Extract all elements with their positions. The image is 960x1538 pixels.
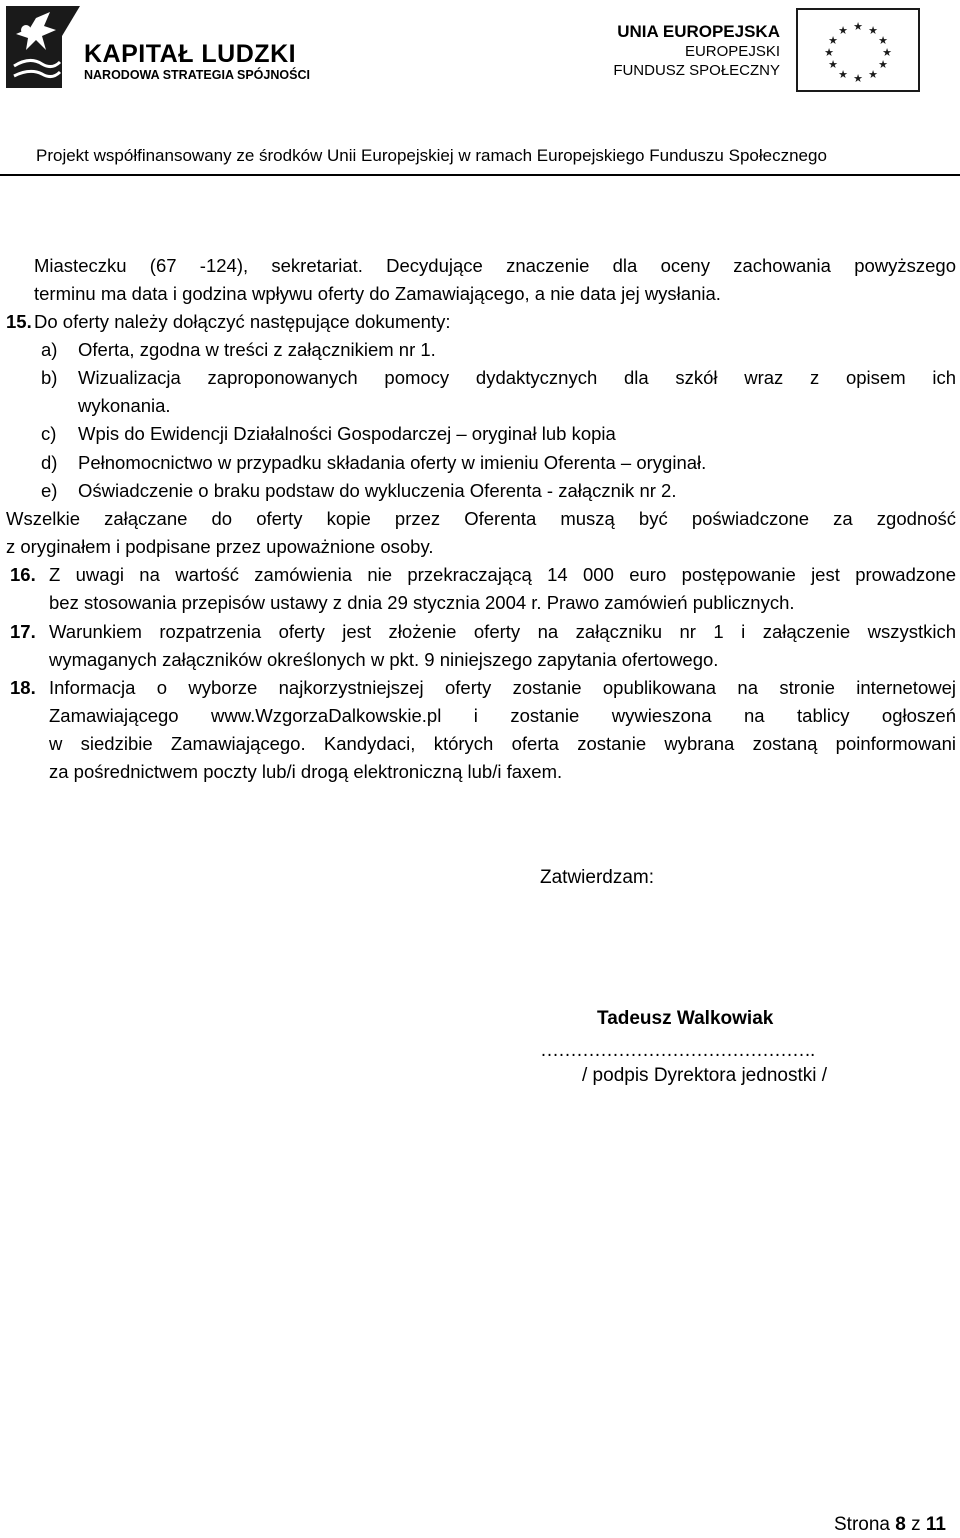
page-separator: z <box>911 1514 921 1535</box>
list-item-b-line1: Wizualizacja zaproponowanych pomocy dydaktycznych dla szkół wraz z opisem ich <box>78 367 956 388</box>
section-16-line1: Z uwagi na wartość zamówienia nie przekraczającą 14 000 euro postępowanie jest prowadzone <box>49 564 956 585</box>
list-marker-d: d) <box>41 452 58 473</box>
paragraph-line: Miasteczku (67 -124), sekretariat. Decydujące znaczenie dla oceny zachowania powyższego <box>34 255 956 276</box>
kapital-ludzki-subtitle: NARODOWA STRATEGIA SPÓJNOŚCI <box>84 68 310 82</box>
svg-text:★: ★ <box>853 72 863 85</box>
list-item-b-line2: wykonania. <box>78 395 171 416</box>
project-cofinancing-line: Projekt współfinansowany ze środków Unii Europejskiej w ramach Europejskiego Funduszu Społecznego <box>36 146 827 165</box>
section-number-16: 16. <box>10 564 36 585</box>
section-15-text: Do oferty należy dołączyć następujące dokumenty: <box>34 311 451 332</box>
page-number <box>834 1514 946 1536</box>
section-18-line4: za pośrednictwem poczty lub/i drogą elektroniczną lub/i faxem. <box>49 761 563 782</box>
svg-text:★: ★ <box>828 58 838 71</box>
list-item-c: Wpis do Ewidencji Działalności Gospodarczej – oryginał lub kopia <box>78 423 616 444</box>
svg-text:★: ★ <box>824 46 834 59</box>
eu-label <box>612 22 780 80</box>
list-marker-e: e) <box>41 480 58 501</box>
section-number-18: 18. <box>10 677 36 698</box>
svg-text:★: ★ <box>868 68 878 81</box>
svg-text:★: ★ <box>838 68 848 81</box>
section-number-15: 15. <box>6 311 32 332</box>
svg-text:★: ★ <box>838 24 848 37</box>
kapital-ludzki-title: KAPITAŁ LUDZKI <box>84 40 297 68</box>
approval-label: Zatwierdzam: <box>540 867 655 888</box>
list-marker-c: c) <box>41 423 57 444</box>
section-18-line2: Zamawiającego www.WzgorzaDalkowskie.pl i zostanie wywieszona na tablicy ogłoszeń <box>49 705 956 726</box>
section-18-line3: w siedzibie Zamawiającego. Kandydaci, których oferta zostanie wybrana zostaną poinformowani <box>49 733 956 754</box>
section-number-17: 17. <box>10 621 36 642</box>
list-item-a: Oferta, zgodna w treści z załącznikiem nr 1. <box>78 339 436 360</box>
page-current: 8 <box>895 1514 906 1535</box>
list-item-e: Oświadczenie o braku podstaw do wykluczenia Oferenta - załącznik nr 2. <box>78 480 677 501</box>
svg-text:★: ★ <box>878 34 888 47</box>
kapital-ludzki-emblem-icon <box>6 6 86 94</box>
svg-text:★: ★ <box>828 34 838 47</box>
eu-label-line3: FUNDUSZ SPOŁECZNY <box>613 62 780 79</box>
list-item-d: Pełnomocnictwo w przypadku składania oferty w imieniu Oferenta – oryginał. <box>78 452 707 473</box>
paragraph-line: terminu ma data i godzina wpływu oferty do Zamawiającego, a nie data jej wysłania. <box>34 283 721 304</box>
section-18-line1: Informacja o wyborze najkorzystniejszej oferty zostanie opublikowana na stronie internetowej <box>49 677 956 698</box>
header-divider <box>0 174 960 176</box>
copies-note-line2: z oryginałem i podpisane przez upoważnione osoby. <box>6 536 434 557</box>
page-total: 11 <box>925 1514 946 1535</box>
eu-label-line1: UNIA EUROPEJSKA <box>617 22 780 41</box>
signature-line: ………………………………………. <box>540 1040 815 1061</box>
list-marker-a: a) <box>41 339 58 360</box>
svg-text:★: ★ <box>853 20 863 33</box>
section-16-line2: bez stosowania przepisów ustawy z dnia 29 stycznia 2004 r. Prawo zamówień publicznych. <box>49 592 795 613</box>
svg-text:★: ★ <box>868 24 878 37</box>
signatory-name: Tadeusz Walkowiak <box>597 1008 774 1029</box>
list-marker-b: b) <box>41 367 58 388</box>
eu-label-line2: EUROPEJSKI <box>684 43 780 60</box>
eu-flag-icon <box>796 8 920 92</box>
svg-text:★: ★ <box>878 58 888 71</box>
svg-text:★: ★ <box>882 46 892 59</box>
page-prefix: Strona <box>834 1514 890 1535</box>
signatory-role: / podpis Dyrektora jednostki / <box>582 1065 828 1086</box>
copies-note-line1: Wszelkie załączane do oferty kopie przez Oferenta muszą być poświadczone za zgodność <box>6 508 956 529</box>
section-17-line2: wymaganych załączników określonych w pkt. 9 niniejszego zapytania ofertowego. <box>49 649 719 670</box>
section-17-line1: Warunkiem rozpatrzenia oferty jest złożenie oferty na załączniku nr 1 i załączenie wszystkich <box>49 621 956 642</box>
